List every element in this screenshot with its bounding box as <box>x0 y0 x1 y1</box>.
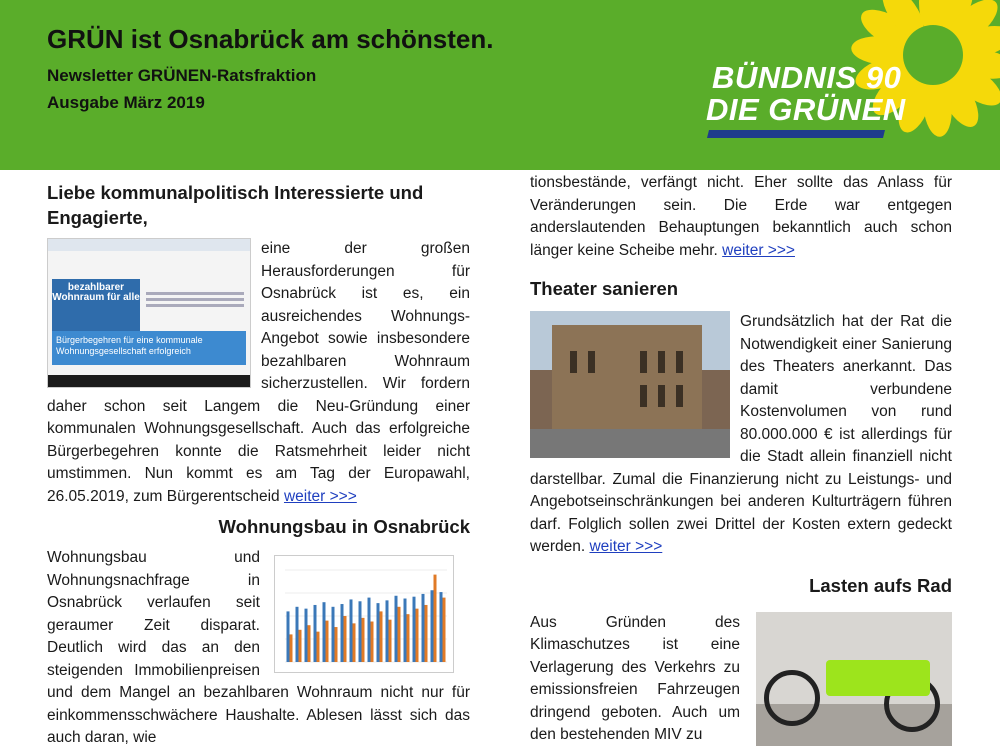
chart-bar-construction <box>317 632 320 662</box>
chart-bar-demand <box>296 607 299 662</box>
newsletter-header <box>0 0 1000 170</box>
housing-chart-svg <box>275 556 453 672</box>
chart-bar-demand <box>341 604 344 662</box>
intro-more-link[interactable]: weiter >>> <box>283 487 357 505</box>
intro-text: eine der großen Herausforderungen für Osnabrück ist es, ein ausreichendes Wohnungs-Angebot sowie insbesondere bezahlbaren Wohnraum sicherzustellen. Wir fordern daher schon seit Langem die Neu-Gründung einer kommunalen Wohnungsgesellschaft. Auch das erfolgreiche Bürgerbegehren konnte die Ratsmehrheit leider nicht umstimmen. Nun kommt es am Tag der Europawahl, 26.05.2019, zum Bürgerentscheid <box>47 240 470 505</box>
theater-photo <box>530 311 730 458</box>
continuation-paragraph <box>530 172 952 262</box>
chart-bar-construction <box>326 621 329 662</box>
logo-text-buendnis: BÜNDNIS 90 <box>712 60 902 95</box>
chart-bar-construction <box>434 575 437 662</box>
theater-text: Grundsätzlich hat der Rat die Notwendigkeit einer Sanierung des Theaters anerkannt. Das damit verbundene Kostenvolumen von rund 80.000.000 € ist allerdings für die Stadt allein finanziell nicht darstellbar. Zumal die Finanzierung nicht zu Leistungs- und Angebotseinschränkungen bei anderen Kulturträgern führen darf. Folglich sollen zwei Drittel der Kosten extern gedeckt werden. <box>530 313 952 555</box>
theater-more-link[interactable]: weiter >>> <box>589 538 663 555</box>
chart-bar-construction <box>380 611 383 662</box>
chart-bar-construction <box>407 614 410 662</box>
chart-bar-construction <box>416 609 419 662</box>
chart-bar-demand <box>350 599 353 662</box>
housing-chart <box>274 555 454 673</box>
chart-bar-demand <box>314 605 317 662</box>
chart-bar-demand <box>377 603 380 662</box>
continuation-text: tionsbestände, verfängt nicht. Eher sollte das Anlass für Veränderungen sein. Die Erde war entgegen anderslautenden Behauptungen bekanntlich auch schon länger keine Scheibe mehr. <box>530 174 952 259</box>
chart-bar-construction <box>398 607 401 662</box>
chart-bar-demand <box>323 602 326 662</box>
housing-text: Wohnungsbau und Wohnungsnachfrage in Osnabrück verlaufen seit geraumer Zeit disparat. Deutlich wird das an den steigenden Immobilienpreisen und dem Mangel an bezahlbaren Wohnraum nicht nur für einkommensschwächere Haushalte. Ablesen lässt sich das auch daran, wie <box>47 549 470 746</box>
chart-bar-construction <box>344 616 347 662</box>
housing-heading: Wohnungsbau in Osnabrück <box>218 516 470 537</box>
chart-bar-demand <box>368 598 371 662</box>
intro-screenshot-image <box>47 238 251 388</box>
right-column <box>530 172 952 748</box>
website-banner-text: Bürgerbegehren für eine kommunale Wohnungsgesellschaft erfolgreich <box>56 335 203 356</box>
chart-bar-construction <box>290 634 293 662</box>
website-nav <box>146 289 244 309</box>
continuation-more-link[interactable]: weiter >>> <box>722 241 795 259</box>
chart-bar-construction <box>335 627 338 662</box>
chart-bar-demand <box>287 611 290 662</box>
cargo-bike-box <box>826 660 930 696</box>
initiative-logo: bezahlbarer Wohnraum für alle <box>52 279 140 335</box>
chart-bar-demand <box>305 609 308 662</box>
chart-bar-demand <box>404 599 407 662</box>
theater-heading: Theater sanieren <box>530 278 679 299</box>
bike-heading: Lasten aufs Rad <box>809 574 952 596</box>
bike-text: Aus Gründen des Klimaschutzes ist eine Verlagerung des Verkehrs zu emissionsfreien Fahrzeugen dringend geboten. Auch um den bestehenden MIV zu <box>530 613 740 743</box>
logo-underline <box>707 130 885 138</box>
chart-bar-construction <box>371 622 374 662</box>
browser-bar <box>48 239 250 251</box>
cargo-bike-photo <box>756 612 952 746</box>
plaza <box>530 429 730 458</box>
left-column <box>47 180 470 750</box>
chart-bar-demand <box>431 590 434 662</box>
chart-bar-construction <box>389 620 392 662</box>
newsletter-title: GRÜN ist Osnabrück am schönsten. <box>47 24 494 54</box>
chart-bar-construction <box>443 598 446 662</box>
chart-bar-demand <box>386 600 389 662</box>
chart-bar-demand <box>332 607 335 662</box>
newsletter-subtitle: Newsletter GRÜNEN-Ratsfraktion <box>47 66 317 85</box>
chart-bar-construction <box>353 623 356 662</box>
chart-bar-demand <box>422 594 425 662</box>
chart-bar-construction <box>362 618 365 662</box>
chart-bar-demand <box>440 592 443 662</box>
newsletter-issue: Ausgabe März 2019 <box>47 93 205 112</box>
chart-bar-construction <box>299 630 302 662</box>
theater-building <box>552 325 702 440</box>
chart-bar-construction <box>308 625 311 662</box>
chart-bar-demand <box>359 601 362 662</box>
taskbar <box>48 375 250 387</box>
logo-text-gruenen: DIE GRÜNEN <box>706 92 906 127</box>
bike-wheel <box>764 670 820 726</box>
chart-bar-demand <box>413 597 416 662</box>
chart-bar-construction <box>425 605 428 662</box>
chart-bar-demand <box>395 596 398 662</box>
intro-heading: Liebe kommunalpolitisch Interessierte und Engagierte, <box>47 182 424 228</box>
